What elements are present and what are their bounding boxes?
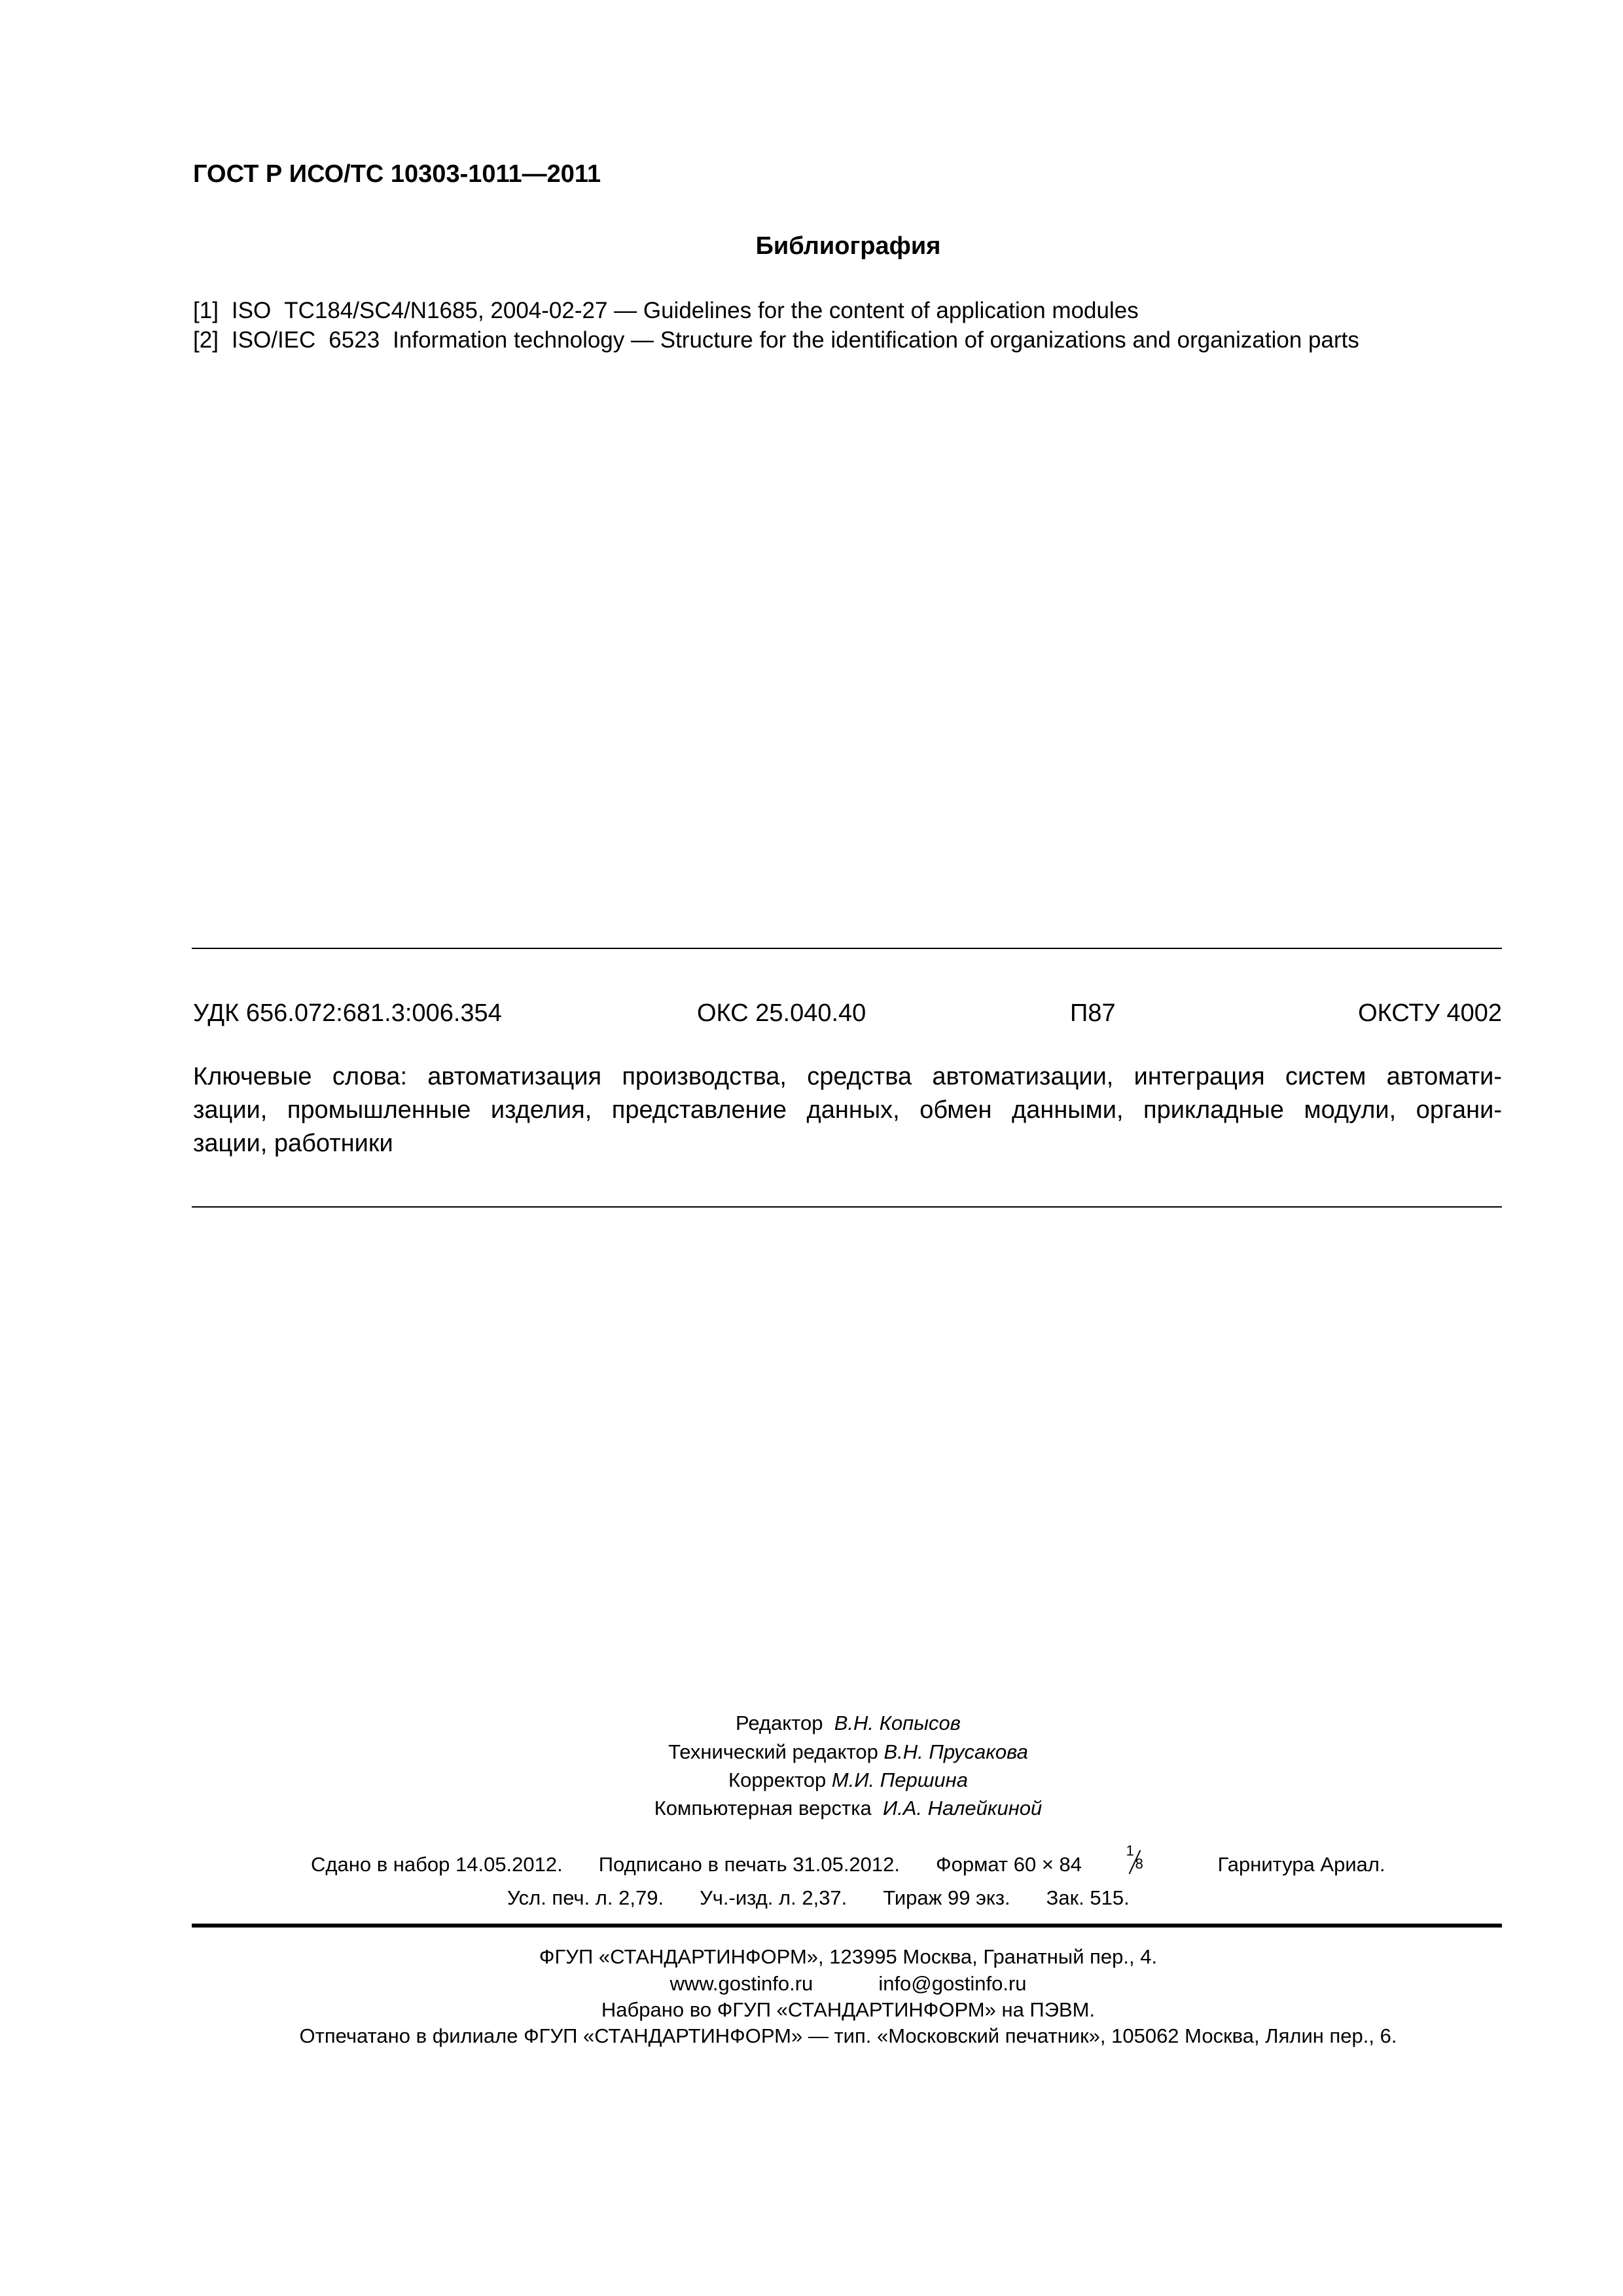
credit-editor [0, 1712, 1623, 1735]
reference-code: 6523 [329, 327, 380, 353]
reference-number: [2] [193, 327, 219, 353]
printing-info: Отпечатано в филиале ФГУП «СТАНДАРТИНФОРМ» — тип. «Московский печатник», 105062 Москва, Лялин пер., 6. [299, 2024, 1397, 2047]
print-run: Тираж 99 экз. [883, 1886, 1010, 1909]
print-info-row-1 [311, 1842, 1421, 1876]
divider-line [192, 1206, 1502, 1208]
reference-text: Information technology — Structure for the identification of organizations and organization parts [393, 327, 1359, 353]
credit-label: Редактор [736, 1712, 823, 1734]
reference-organization: ISO/IEC [231, 327, 316, 353]
bibliography-title: Библиография [755, 232, 941, 260]
publisher-email: info@gostinfo.ru [878, 1972, 1027, 1995]
divider-line [192, 948, 1502, 949]
bibliography-reference-1 [193, 298, 1139, 324]
publisher-address: ФГУП «СТАНДАРТИНФОРМ», 123995 Москва, Гранатный пер., 4. [539, 1945, 1158, 1968]
printed-sheets: Усл. печ. л. 2,79. [507, 1886, 664, 1909]
reference-number: [1] [193, 298, 219, 323]
credit-label: Компьютерная верстка [654, 1797, 872, 1820]
reference-organization: ISO [231, 298, 272, 323]
credit-name: В.Н. Копысов [834, 1712, 961, 1734]
credit-label: Технический редактор [668, 1740, 878, 1763]
keywords-paragraph [193, 1060, 1502, 1160]
credit-name: В.Н. Прусакова [883, 1740, 1028, 1763]
signed-date: Подписано в печать 31.05.2012. [598, 1853, 901, 1876]
reference-text: TC184/SC4/N1685, 2004-02-27 — Guidelines for the content of application modules [284, 298, 1139, 323]
keywords-line: Ключевые слова: автоматизация производства, средства автоматизации, интеграция систем автомати- [193, 1063, 1502, 1090]
credit-proofreader [0, 1768, 1623, 1792]
document-code: ГОСТ Р ИСО/ТС 10303-1011—2011 [193, 160, 601, 188]
credit-layout [0, 1797, 1623, 1820]
print-info-row-2 [507, 1886, 1166, 1910]
credit-name: И.А. Налейкиной [882, 1797, 1043, 1820]
credit-label: Корректор [728, 1768, 827, 1791]
publisher-website: www.gostinfo.ru [669, 1972, 813, 1995]
credit-tech-editor [0, 1740, 1623, 1764]
credit-name: М.И. Першина [831, 1768, 968, 1791]
format-fraction [1124, 1842, 1146, 1875]
typesetting-info: Набрано во ФГУП «СТАНДАРТИНФОРМ» на ПЭВМ. [601, 1998, 1096, 2021]
divider-line-thick [192, 1924, 1502, 1928]
classification-code: П87 [1070, 999, 1116, 1027]
order-number: Зак. 515. [1046, 1886, 1130, 1909]
fraction-denominator: 8 [1135, 1856, 1143, 1872]
oks-code: ОКС 25.040.40 [697, 999, 866, 1027]
okstu-code: ОКСТУ 4002 [1358, 999, 1502, 1027]
fraction-numerator: 1 [1126, 1842, 1134, 1859]
submitted-date: Сдано в набор 14.05.2012. [311, 1853, 563, 1876]
paper-format: Формат 60 × 84 1 8 [936, 1853, 1182, 1876]
publishing-sheets: Уч.-изд. л. 2,37. [700, 1886, 847, 1909]
bibliography-reference-2 [193, 327, 1359, 353]
keywords-line: зации, промышленные изделия, представление данных, обмен данными, прикладные модули, органи- [193, 1096, 1502, 1124]
keywords-line: зации, работники [193, 1130, 393, 1157]
udk-code: УДК 656.072:681.3:006.354 [193, 999, 502, 1027]
typeface: Гарнитура Ариал. [1217, 1853, 1385, 1876]
publisher-contacts [0, 1972, 1623, 1996]
